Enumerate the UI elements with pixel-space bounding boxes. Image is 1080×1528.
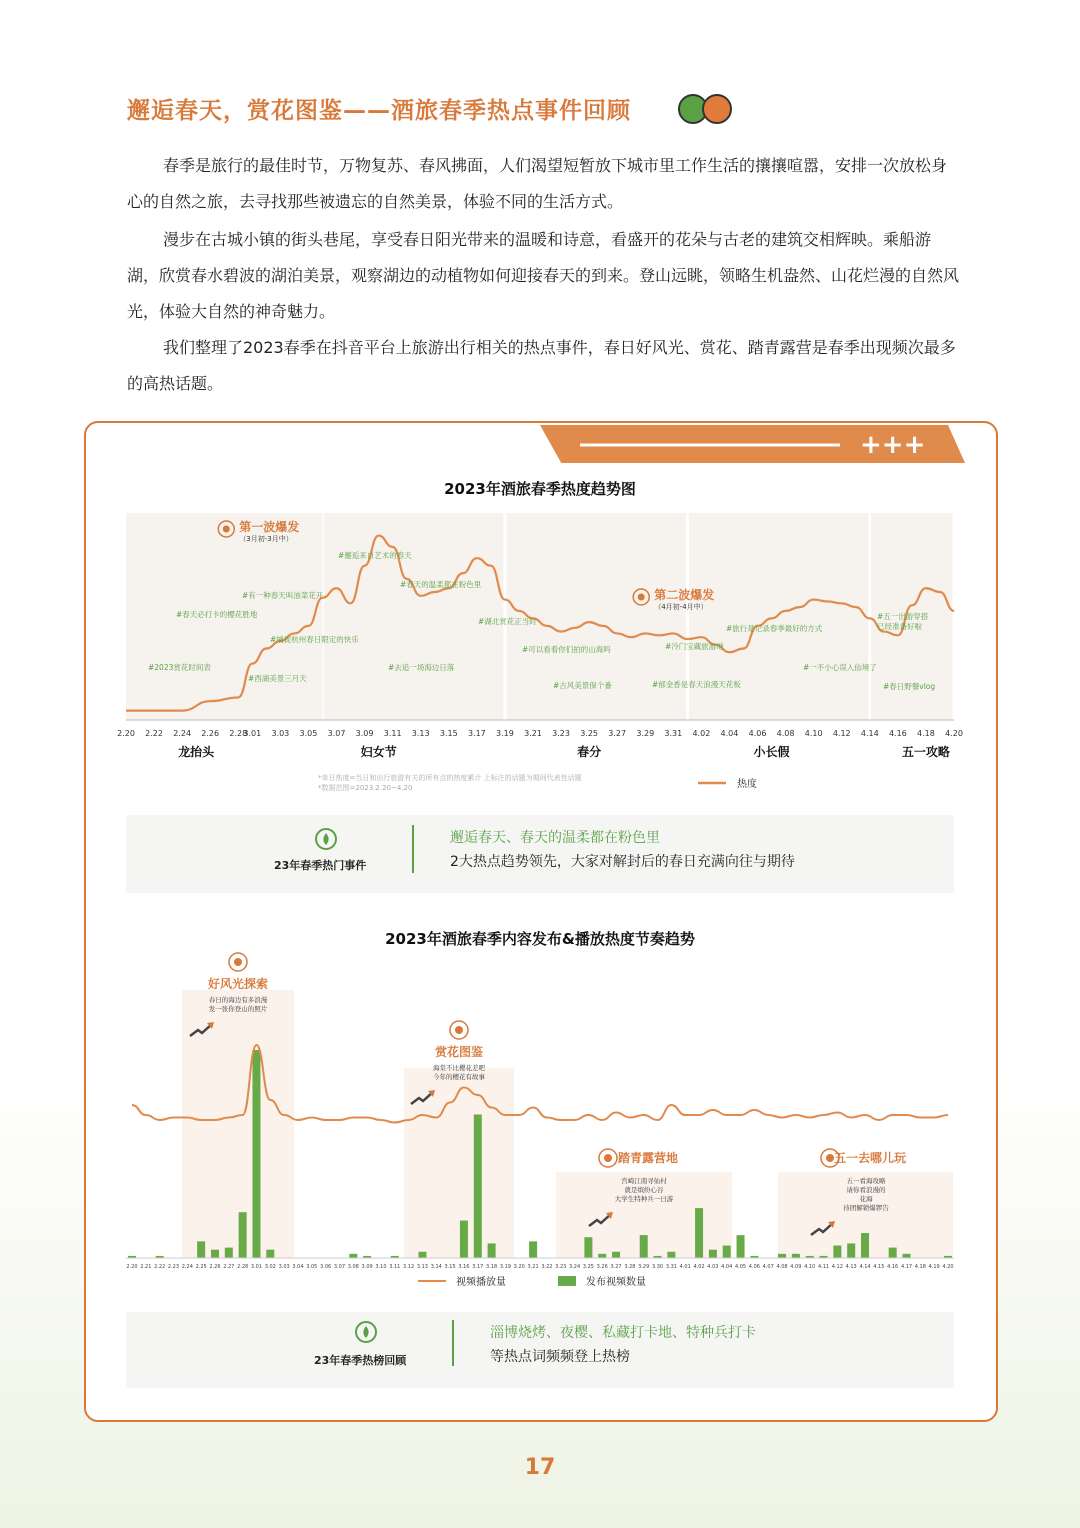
x-tick-label: 3.09 [361,1264,373,1270]
x-tick-label: 4.10 [804,729,823,738]
summary-1-label: 23年春季热门事件 [274,859,367,872]
video-count-bar [266,1250,274,1258]
x-tick-label: 4.03 [707,1264,719,1270]
phase-desc: 待团解锁爆锣告 [843,1204,889,1212]
topic-annotation: #春日野餐vlog [883,682,936,691]
x-tick-label: 3.21 [524,729,542,738]
video-count-bar [861,1233,869,1258]
video-count-bar [778,1254,786,1258]
phase-desc: 今年的樱花有故事 [433,1073,485,1081]
x-tick-label: 3.08 [347,1264,359,1270]
x-tick-label: 3.19 [496,729,514,738]
legend-label: 视频播放量 [456,1277,506,1288]
video-count-bar [792,1254,800,1258]
x-tick-label: 4.07 [762,1264,774,1270]
topic-annotation: 已经准备好啦 [877,622,922,631]
chart-footnote: *数据范围=2023.2.20~4.20 [318,784,413,792]
fire-badge-icon [354,1320,378,1344]
x-tick-label: 3.09 [355,729,374,738]
summary-1-line2: 2大热点趋势领先，大家对解封后的春日充满向往与期待 [450,854,795,870]
phase-title: 赏花图鉴 [434,1045,484,1059]
x-tick-label: 4.09 [790,1264,802,1270]
x-tick-label: 3.15 [444,1264,456,1270]
summary-box-1 [126,815,954,893]
summary-1-divider [412,825,414,873]
phase-desc: 宫崎江南寻仙村 [621,1177,667,1185]
x-tick-label: 2.22 [145,729,163,738]
video-count-bar [474,1114,482,1258]
video-count-bar [723,1246,731,1258]
x-tick-label: 3.12 [403,1264,415,1270]
summary-2-label: 23年春季热榜回顾 [314,1354,407,1367]
x-tick-label: 4.20 [945,729,963,738]
x-tick-label: 2.24 [181,1264,193,1270]
summary-2-line2: 等热点词频频登上热榜 [490,1349,630,1365]
video-count-bar [349,1254,357,1258]
legend-label: 发布视频数量 [586,1277,646,1288]
fire-icon-core [455,1026,463,1034]
summary-1-line1: 邂逅春天、春天的温柔都在粉色里 [450,830,660,846]
x-tick-label: 4.06 [748,1264,760,1270]
x-tick-label: 4.13 [845,1264,857,1270]
x-tick-label: 4.08 [776,729,795,738]
x-tick-label: 2.25 [195,1264,207,1270]
phase-desc: 花海 [859,1195,873,1203]
video-count-bar [847,1243,855,1258]
period-label: 小长假 [753,745,790,759]
legend-label: 热度 [737,779,757,790]
x-tick-label: 3.01 [243,729,262,738]
fire-icon-core [223,526,230,533]
phase-title: 好风光探索 [207,977,269,991]
x-tick-label: 4.04 [720,729,739,738]
x-tick-label: 4.16 [887,1264,899,1270]
video-count-bar [709,1250,717,1258]
summary-2-divider [452,1320,454,1366]
x-tick-label: 4.18 [917,729,935,738]
x-tick-label: 4.17 [900,1264,913,1270]
x-tick-label: 2.28 [237,1264,249,1270]
x-tick-label: 3.15 [439,729,458,738]
topic-annotation: #郁金香是春天浪漫天花板 [652,680,741,689]
x-tick-label: 4.20 [942,1264,954,1270]
topic-annotation: #古风美景保个番 [553,681,612,690]
video-count-bar [252,1050,260,1258]
x-tick-label: 4.02 [693,1264,705,1270]
video-count-bar [239,1212,247,1258]
phase-desc: 就是缤纷心谷 [624,1186,664,1194]
x-tick-label: 3.07 [333,1264,346,1270]
topic-annotation: #有一种春天叫油菜花开 [242,591,324,600]
video-count-bar [225,1248,233,1258]
x-tick-label: 3.06 [320,1264,332,1270]
x-tick-label: 3.10 [375,1264,387,1270]
page-number: 17 [524,1455,556,1480]
x-tick-label: 4.12 [831,1264,843,1270]
x-tick-label: 2.20 [126,1264,138,1270]
x-tick-label: 4.10 [804,1264,816,1270]
x-tick-label: 3.11 [383,729,402,738]
x-tick-label: 2.26 [209,1264,221,1270]
x-tick-label: 3.27 [610,1264,622,1270]
x-tick-label: 4.15 [873,1264,885,1270]
phase-desc: 发一张你登山的照片 [208,1005,268,1013]
x-tick-label: 4.06 [748,729,767,738]
x-tick-label: 4.11 [817,1264,830,1270]
x-tick-label: 2.24 [173,729,192,738]
video-count-bar [488,1243,496,1258]
fire-icon-core [638,594,645,601]
heat-trend-chart [110,505,970,805]
x-tick-label: 4.14 [859,1264,871,1270]
x-tick-label: 2.27 [223,1264,235,1270]
x-tick-label: 4.18 [914,1264,926,1270]
video-count-bar [667,1252,675,1258]
x-tick-label: 2.23 [167,1264,180,1270]
x-tick-label: 4.14 [860,729,879,738]
x-tick-label: 3.17 [472,1264,484,1270]
x-tick-label: 4.04 [721,1264,733,1270]
x-tick-label: 3.16 [458,1264,470,1270]
x-tick-label: 3.25 [582,1264,594,1270]
x-tick-label: 4.02 [692,729,711,738]
tab-line-plus-decoration [570,432,950,458]
x-tick-label: 2.20 [117,729,135,738]
topic-annotation: #去追一场海边日落 [388,663,455,672]
phase-desc: 春日的海边有多浪漫 [208,996,268,1004]
topic-annotation: #捕捉杭州春日限定的快乐 [270,635,359,644]
topic-annotation: #春天必打卡的樱花胜地 [176,610,258,619]
video-count-bar [889,1248,897,1258]
video-count-bar [640,1235,648,1258]
fire-badge-icon [314,827,338,851]
topic-annotation: #冷门宝藏旅游地 [665,642,724,651]
topic-annotation: #可以看看你们拍的山海吗 [522,645,611,654]
intro-paragraph-1: 春季是旅行的最佳时节，万物复苏、春风拂面，人们渴望短暂放下城市里工作生活的攘攘喧嚣，安排一次放松身心的自然之旅，去寻找那些被遗忘的自然美景，体验不同的生活方式。 [127,156,948,211]
x-tick-label: 3.14 [430,1264,442,1270]
intro-paragraph-2: 漫步在古城小镇的街头巷尾，享受春日阳光带来的温暖和诗意，看盛开的花朵与古老的建筑交相辉映。乘船游湖，欣赏春水碧波的湖泊美景，观察湖边的动植物如何迎接春天的到来。登山远眺，领略生机盎然、山花烂漫的自然风光，体验大自然的神奇魅力。 [127,230,960,321]
phase-band [404,1068,514,1258]
x-tick-label: 3.13 [416,1264,429,1270]
x-tick-label: 3.23 [555,1264,567,1270]
phase-desc: 海棠不比樱花差吧 [433,1064,485,1072]
x-tick-label: 3.28 [624,1264,636,1270]
video-count-bar [598,1254,606,1258]
x-tick-label: 4.08 [776,1264,788,1270]
topic-annotation: #2023赏花时间表 [148,663,211,672]
video-count-bar [460,1221,468,1258]
period-label: 五一攻略 [901,745,950,759]
x-tick-label: 4.01 [679,1264,691,1270]
phase-title: 五一去哪儿玩 [833,1151,907,1165]
legend-bar-swatch [558,1276,576,1286]
wave-subtitle: （4月初-4月中） [654,603,708,611]
x-tick-label: 3.18 [486,1264,498,1270]
x-tick-label: 3.13 [411,729,430,738]
x-tick-label: 3.05 [299,729,318,738]
x-tick-label: 3.03 [271,729,290,738]
x-tick-label: 3.27 [608,729,627,738]
content-rhythm-chart [110,950,970,1295]
video-count-bar [833,1246,841,1258]
phase-desc: 请你看浪漫的 [846,1186,886,1194]
x-tick-label: 2.28 [229,729,248,738]
chart1-title: 2023年酒旅春季热度趋势图 [444,480,636,498]
x-tick-label: 3.07 [327,729,346,738]
video-count-bar [695,1208,703,1258]
x-tick-label: 3.19 [499,1264,511,1270]
x-tick-label: 3.31 [664,729,683,738]
page-title: 邂逅春天，赏花图鉴——酒旅春季热点事件回顾 [127,98,631,124]
video-count-bar [584,1237,592,1258]
video-count-bar [211,1250,219,1258]
orange-dot-icon [702,94,732,124]
wave-title: 第一波爆发 [239,520,300,534]
video-count-bar [612,1252,620,1258]
period-label: 龙抬头 [178,745,215,759]
x-tick-label: 3.05 [306,1264,318,1270]
x-tick-label: 3.20 [513,1264,525,1270]
topic-annotation: #春天的温柔都在粉色里 [400,580,482,589]
video-count-bar [197,1241,205,1258]
x-tick-label: 2.22 [154,1264,166,1270]
video-count-bar [418,1252,426,1258]
fire-icon-core [234,958,242,966]
x-tick-label: 3.25 [580,729,599,738]
x-tick-label: 3.23 [552,729,570,738]
fire-icon-core [604,1154,612,1162]
summary-box-2 [126,1312,954,1388]
x-tick-label: 3.30 [651,1264,664,1270]
topic-annotation: #邂逅来自艺术的春天 [338,551,412,560]
x-tick-label: 3.03 [278,1264,290,1270]
x-tick-label: 4.16 [888,729,907,738]
intro-paragraph-3: 我们整理了2023春季在抖音平台上旅游出行相关的热点事件，春日好风光、赏花、踏青露营是春季出现频次最多的高热话题。 [127,338,956,393]
topic-annotation: #五一出游穿搭 [877,612,929,621]
period-band [324,513,503,720]
wave-title: 第二波爆发 [654,588,715,602]
video-count-bar [529,1241,537,1258]
x-tick-label: 3.31 [665,1264,677,1270]
summary-2-line1: 淄博烧烤、夜樱、私藏打卡地、特种兵打卡 [490,1325,756,1341]
topic-annotation: #西湖美景三月天 [248,674,307,683]
video-count-bar [903,1254,911,1258]
x-tick-label: 4.05 [734,1264,747,1270]
topic-annotation: #旅行是记录春季最好的方式 [726,624,823,633]
x-tick-label: 3.17 [467,729,486,738]
phase-desc: 五一看海攻略 [846,1177,886,1185]
x-tick-label: 3.21 [527,1264,539,1270]
fire-icon-core [826,1154,834,1162]
topic-annotation: #湖北赏花正当时 [478,617,537,626]
x-tick-label: 3.11 [389,1264,401,1270]
phase-title: 踏青露营地 [617,1151,679,1165]
wave-subtitle: （3月初-3月中） [239,535,293,543]
x-tick-label: 3.26 [596,1264,608,1270]
x-tick-label: 3.29 [636,729,655,738]
video-count-bar [737,1235,745,1258]
x-tick-label: 4.12 [832,729,851,738]
topic-annotation: #一不小心误入仙境了 [803,663,877,672]
x-tick-label: 4.19 [928,1264,940,1270]
x-tick-label: 3.22 [541,1264,553,1270]
period-label: 春分 [577,745,602,759]
x-tick-label: 2.26 [201,729,220,738]
x-tick-label: 2.21 [140,1264,152,1270]
x-tick-label: 3.02 [264,1264,276,1270]
x-tick-label: 3.04 [292,1264,304,1270]
chart-footnote: *单日热度=当日和出行旅游有关的所有点的热度累计 上标注的话题为期间代表性话题 [318,774,582,782]
x-tick-label: 3.29 [638,1264,650,1270]
x-tick-label: 3.01 [250,1264,263,1270]
chart2-title: 2023年酒旅春季内容发布&播放热度节奏趋势 [385,930,695,948]
x-tick-label: 3.24 [569,1264,581,1270]
period-label: 妇女节 [360,745,397,759]
svg-text:+++: +++ [860,432,926,458]
phase-desc: 大学生特种兵一日游 [614,1195,674,1203]
